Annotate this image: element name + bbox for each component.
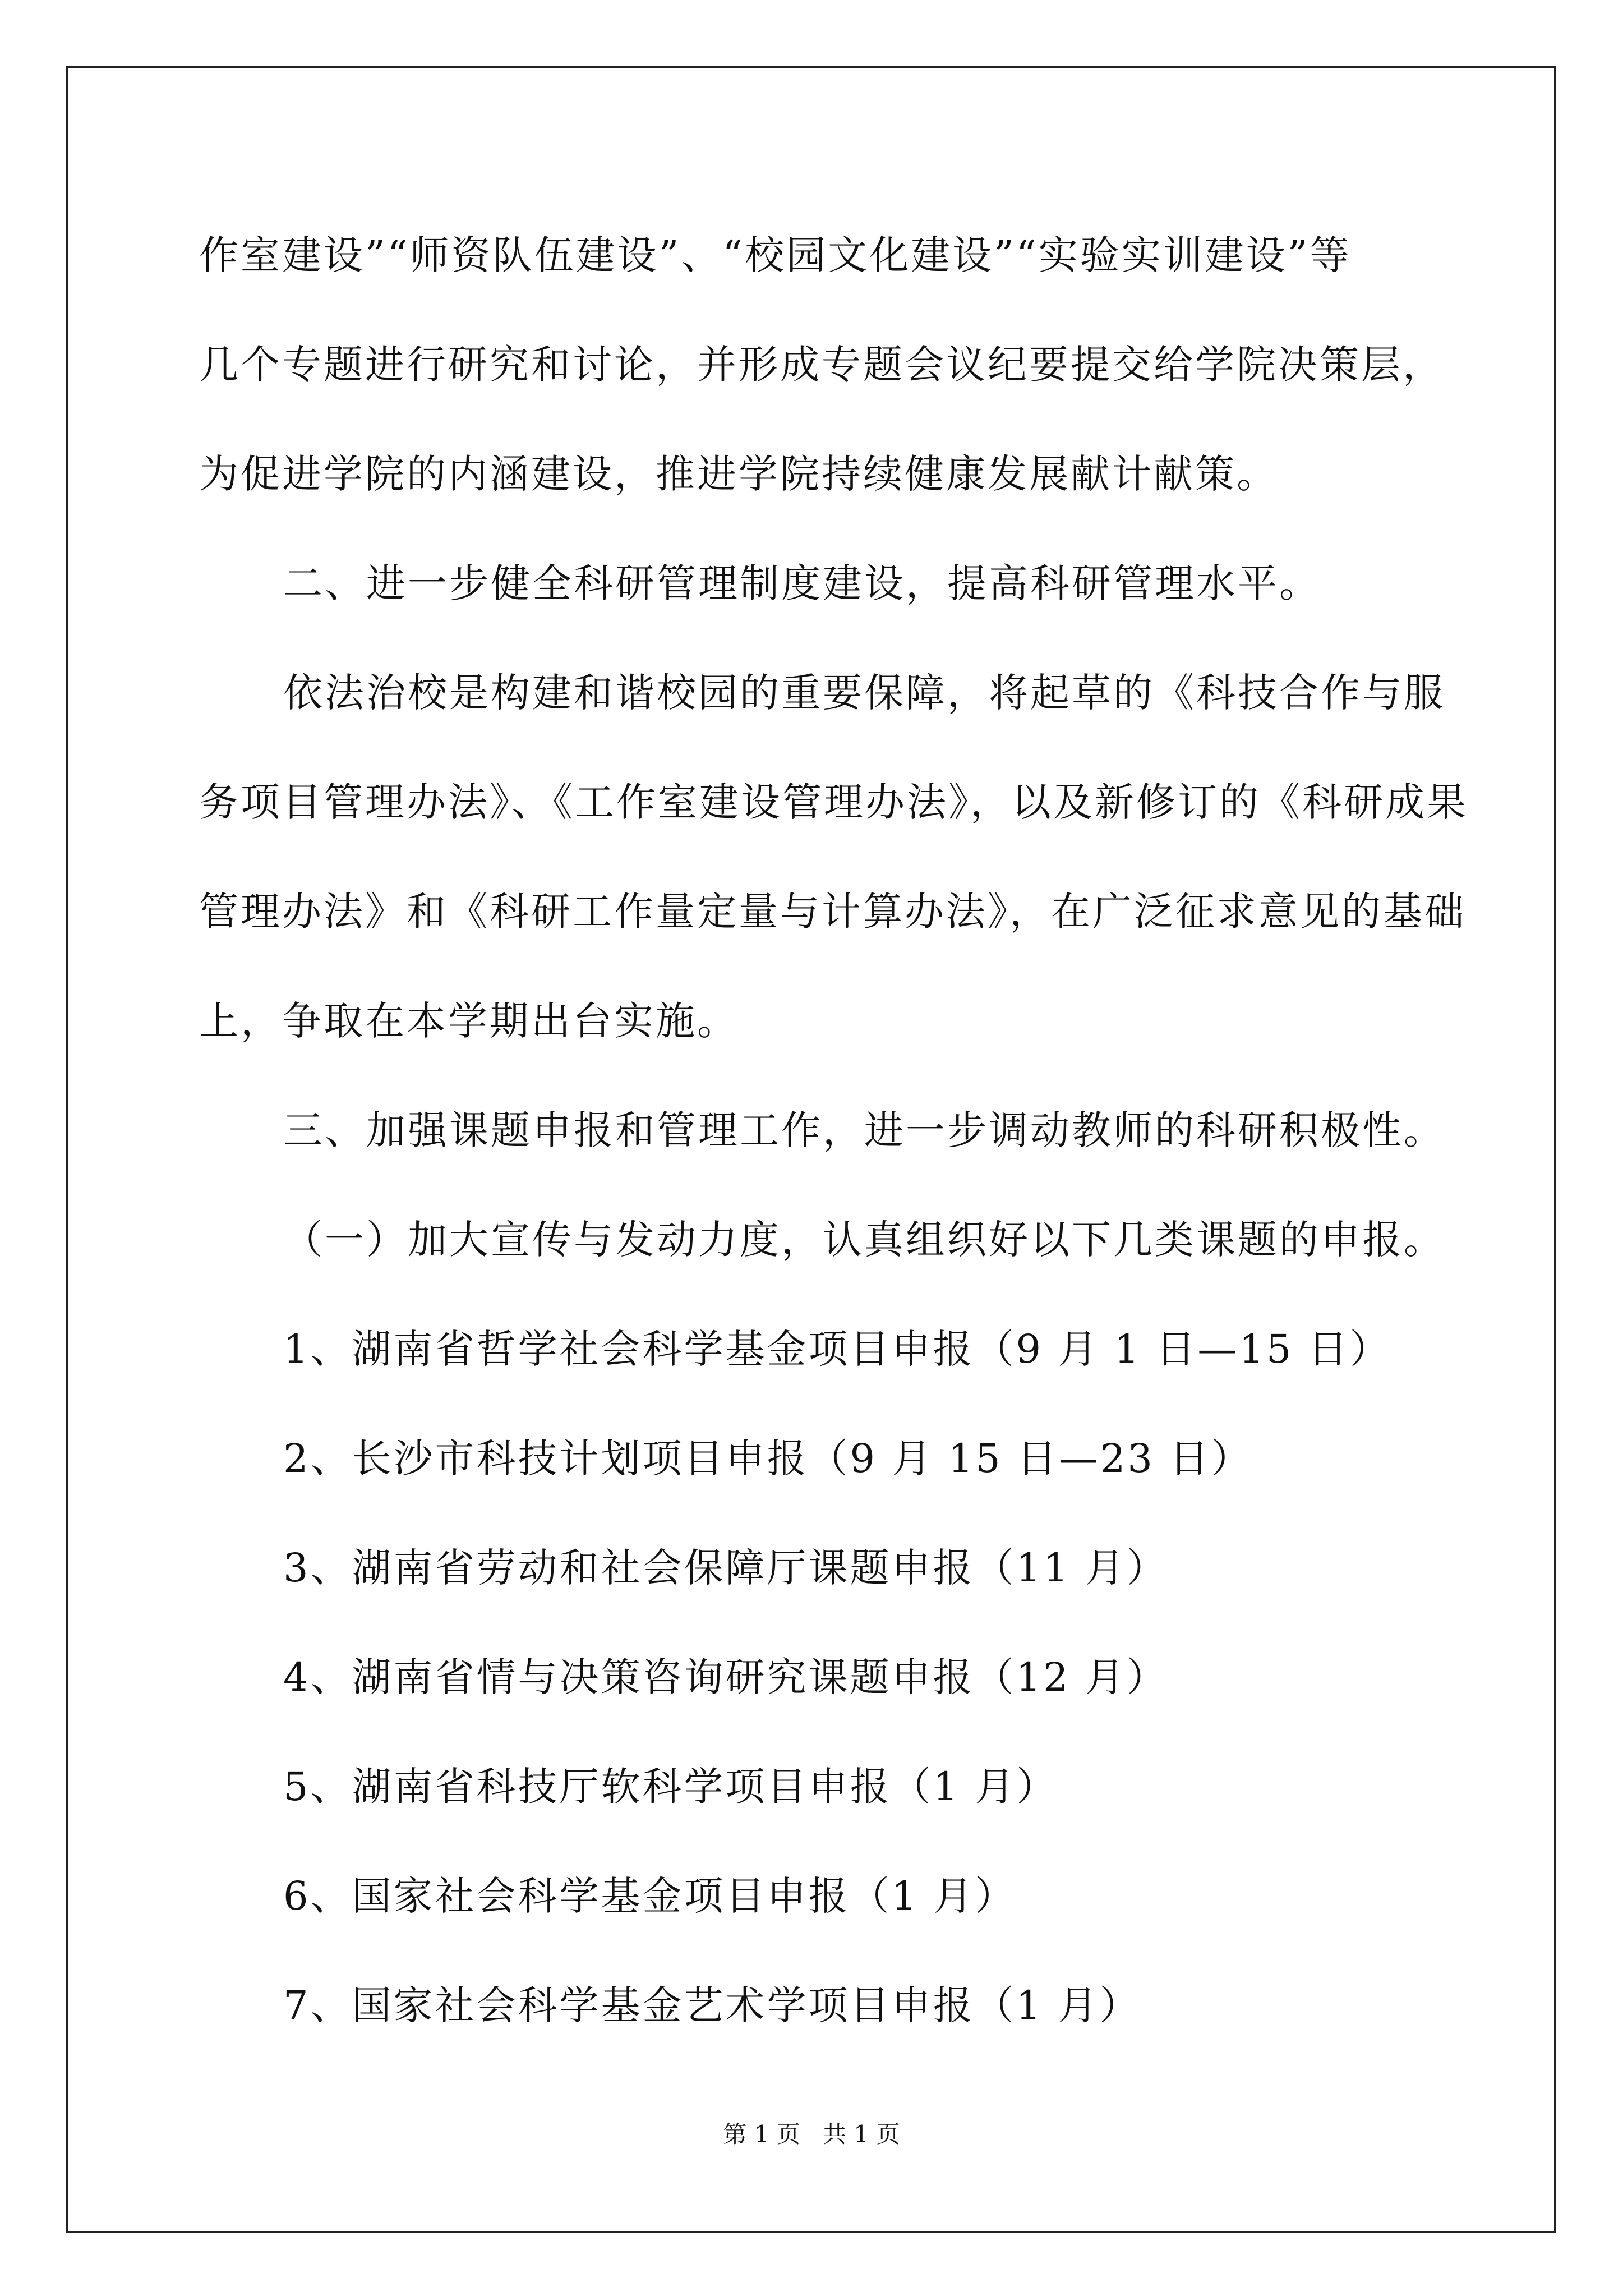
subsection-heading: （一）加大宣传与发动力度，认真组织好以下几类课题的申报。 [283,1217,1445,1263]
paragraph-line: 作室建设”“师资队伍建设”、“校园文化建设”“实验实训建设”等 [199,232,1352,278]
paragraph-line: 上，争取在本学期出台实施。 [199,998,739,1044]
paragraph-line: 务项目管理办法》、《工作室建设管理办法》，以及新修订的《科研成果 [199,779,1468,825]
paragraph-line: 为促进学院的内涵建设，推进学院持续健康发展献计献策。 [199,451,1278,497]
list-item: 2、长沙市科技计划项目申报（9 月 15 日—23 日） [283,1435,1253,1481]
list-item: 5、湖南省科技厅软科学项目申报（1 月） [283,1764,1058,1810]
list-item: 4、湖南省情与决策咨询研究课题申报（12 月） [283,1654,1168,1700]
section-heading: 三、加强课题申报和管理工作，进一步调动教师的科研积极性。 [283,1107,1445,1153]
list-item: 3、湖南省劳动和社会保障厅课题申报（11 月） [283,1545,1168,1591]
section-heading: 二、进一步健全科研管理制度建设，提高科研管理水平。 [283,560,1321,606]
paragraph-line: 管理办法》和《科研工作量定量与计算办法》，在广泛征求意见的基础 [199,889,1466,935]
list-item: 1、湖南省哲学社会科学基金项目申报（9 月 1 日—15 日） [283,1326,1391,1372]
paragraph-line: 依法治校是构建和谐校园的重要保障，将起草的《科技合作与服 [283,670,1445,716]
list-item: 6、国家社会科学基金项目申报（1 月） [283,1873,1017,1919]
paragraph-line: 几个专题进行研究和讨论，并形成专题会议纪要提交给学院决策层， [199,342,1444,388]
list-item: 7、国家社会科学基金艺术学项目申报（1 月） [283,1982,1141,2028]
page-number: 第 1 页 共 1 页 [723,2120,900,2148]
document-body [199,201,1468,2060]
